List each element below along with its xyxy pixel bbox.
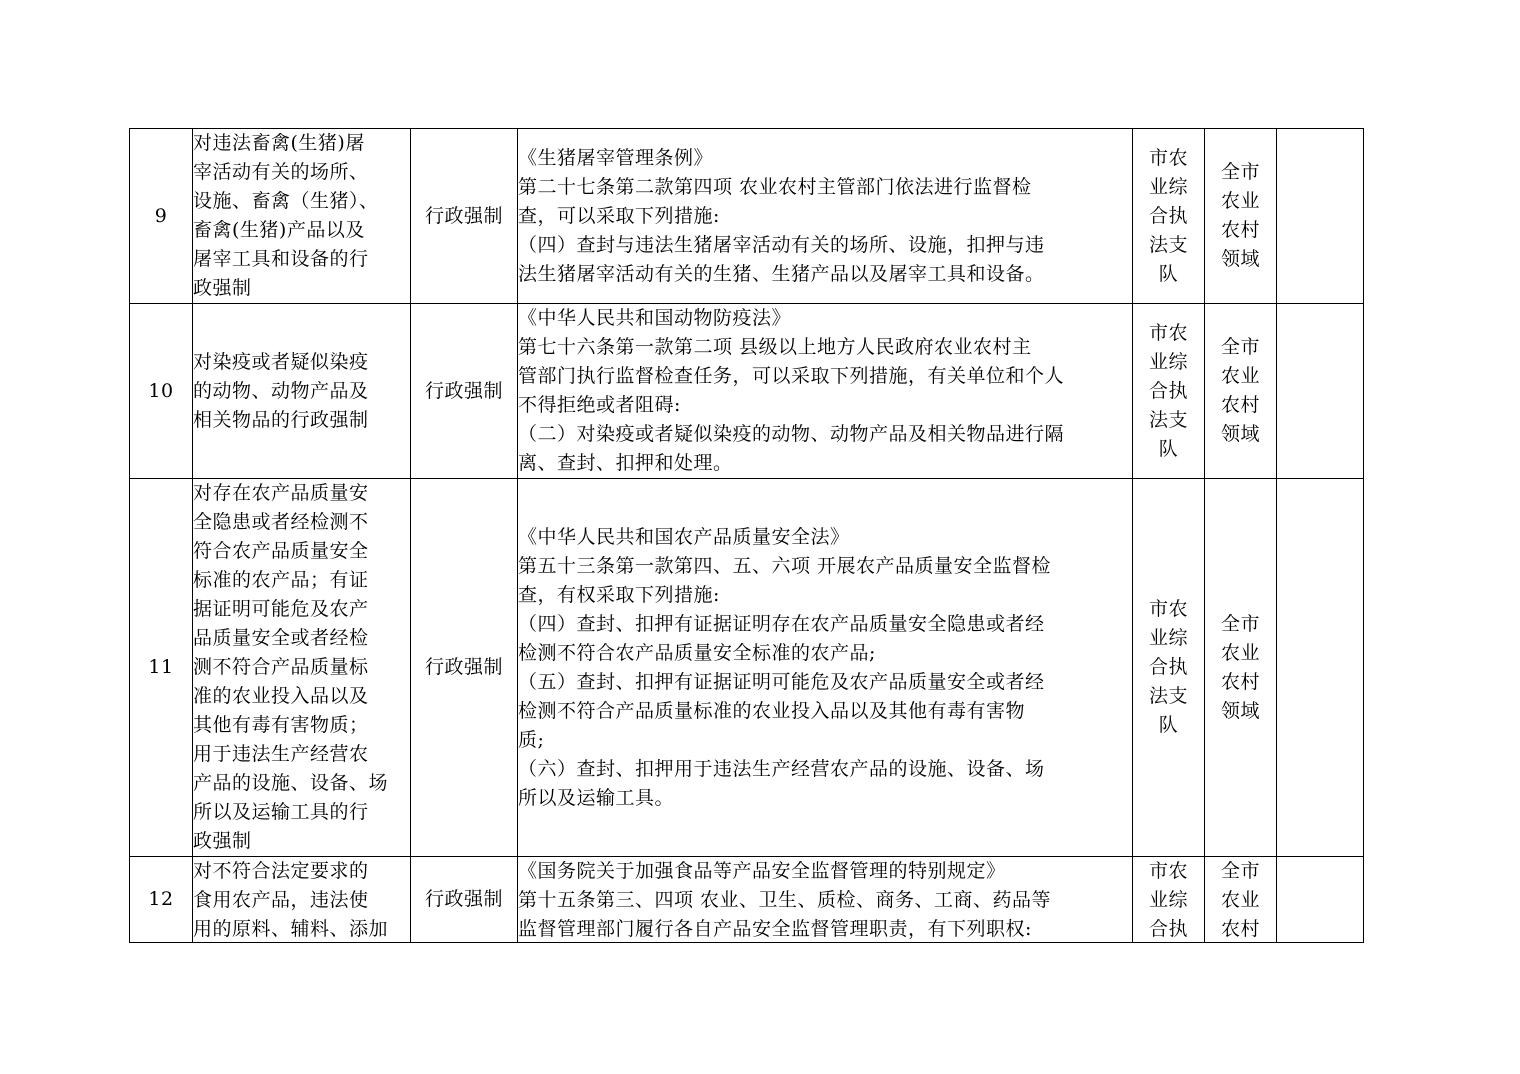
enforcement-type: 行政强制 (411, 304, 518, 479)
enforcement-type: 行政强制 (411, 857, 518, 943)
enforcement-matter (193, 479, 411, 857)
basis-line: 《国务院关于加强食品等产品安全监督管理的特别规定》 (518, 860, 1006, 882)
matter-line: 其他有毒有害物质； (193, 714, 369, 736)
org-line: 市农 (1148, 860, 1188, 882)
basis-line: 第七十六条第一款第二项 县级以上地方人民政府农业农村主 (518, 336, 1032, 358)
basis-line: 查，有权采取下列措施: (518, 583, 720, 606)
org-line: 业综 (1148, 350, 1188, 373)
org-line: 业综 (1148, 889, 1188, 911)
basis-line: 检测不符合产品质量标准的农业投入品以及其他有毒有害物 (518, 699, 1026, 722)
remarks-cell (1277, 129, 1364, 304)
org-line: 合执 (1148, 918, 1188, 940)
scope-line: 领域 (1220, 699, 1260, 722)
matter-line: 政强制 (193, 277, 252, 299)
scope-line: 领域 (1220, 248, 1260, 270)
org-line: 法支 (1148, 233, 1188, 256)
basis-line: 《中华人民共和国动物防疫法》 (518, 307, 792, 329)
scope-line: 农村 (1220, 918, 1260, 940)
remarks-cell (1277, 304, 1364, 479)
legal-basis (518, 479, 1133, 857)
enforcement-matter (193, 857, 411, 943)
enforcement-type: 行政强制 (411, 479, 518, 857)
org-line: 队 (1158, 714, 1179, 736)
remarks-cell (1277, 857, 1364, 943)
row-number: 10 (130, 304, 193, 479)
matter-line: 品质量安全或者经检 (193, 627, 369, 649)
matter-line: 对违法畜禽(生猪)屠 (193, 132, 365, 154)
basis-line: 检测不符合农产品质量安全标准的农产品; (518, 641, 876, 664)
org-line: 合执 (1148, 656, 1188, 678)
org-line: 市农 (1148, 598, 1188, 620)
jurisdiction-scope (1205, 129, 1277, 304)
row-number: 11 (130, 479, 193, 857)
basis-line: 管部门执行监督检查任务，可以采取下列措施，有关单位和个人 (518, 365, 1065, 387)
basis-line: 离、查封、扣押和处理。 (518, 452, 733, 474)
jurisdiction-scope (1205, 857, 1277, 943)
matter-line: 符合农产品质量安全 (193, 540, 369, 562)
matter-line: 食用农产品，违法使 (193, 889, 369, 911)
scope-line: 农村 (1220, 394, 1260, 416)
enforcement-table (129, 128, 1364, 943)
matter-line: 屠宰工具和设备的行 (193, 248, 369, 270)
implementing-agency (1133, 857, 1205, 943)
matter-line: 准的农业投入品以及 (193, 685, 369, 707)
org-line: 业综 (1148, 627, 1188, 649)
scope-line: 农业 (1220, 641, 1260, 664)
matter-line: 全隐患或者经检测不 (193, 511, 369, 533)
scope-line: 领域 (1220, 423, 1260, 445)
scope-line: 全市 (1220, 860, 1260, 882)
scope-line: 全市 (1220, 161, 1260, 183)
jurisdiction-scope (1205, 479, 1277, 857)
basis-line: 第五十三条第一款第四、五、六项 开展农产品质量安全监督检 (518, 554, 1052, 577)
matter-line: 畜禽(生猪)产品以及 (193, 219, 365, 241)
matter-line: 相关物品的行政强制 (193, 408, 369, 431)
implementing-agency (1133, 129, 1205, 304)
org-line: 市农 (1148, 321, 1188, 344)
basis-line: 第二十七条第二款第四项 农业农村主管部门依法进行监督检 (518, 175, 1032, 198)
scope-line: 全市 (1220, 336, 1260, 358)
matter-line: 对不符合法定要求的 (193, 860, 369, 882)
matter-line: 据证明可能危及农产 (193, 598, 369, 620)
scope-line: 农村 (1220, 670, 1260, 693)
org-line: 法支 (1148, 408, 1188, 431)
matter-line: 用于违法生产经营农 (193, 743, 369, 765)
scope-line: 农业 (1220, 889, 1260, 911)
matter-line: 政强制 (193, 830, 252, 852)
basis-line: （四）查封、扣押有证据证明存在农产品质量安全隐患或者经 (518, 612, 1045, 635)
org-line: 合执 (1148, 379, 1188, 402)
row-number: 12 (130, 857, 193, 943)
basis-line: 《生猪屠宰管理条例》 (518, 146, 714, 169)
scope-line: 农业 (1220, 190, 1260, 212)
table-row (130, 129, 1364, 304)
matter-line: 设施、畜禽（生猪）、 (193, 190, 379, 212)
matter-line: 宰活动有关的场所、 (193, 161, 369, 183)
basis-line: （四）查封与违法生猪屠宰活动有关的场所、设施，扣押与违 (518, 233, 1045, 256)
remarks-cell (1277, 479, 1364, 857)
basis-line: （五）查封、扣押有证据证明可能危及农产品质量安全或者经 (518, 670, 1045, 693)
basis-line: 第十五条第三、四项 农业、卫生、质检、商务、工商、药品等 (518, 889, 1052, 911)
basis-line: 法生猪屠宰活动有关的生猪、生猪产品以及屠宰工具和设备。 (518, 262, 1045, 285)
scope-line: 农村 (1220, 219, 1260, 241)
matter-line: 标准的农产品；有证 (193, 569, 369, 591)
scope-line: 全市 (1220, 612, 1260, 635)
legal-basis (518, 129, 1133, 304)
basis-line: 所以及运输工具。 (518, 786, 675, 809)
enforcement-matter (193, 129, 411, 304)
basis-line: 监督管理部门履行各自产品安全监督管理职责，有下列职权: (518, 918, 1032, 940)
table-row (130, 304, 1364, 479)
table-row (130, 479, 1364, 857)
basis-line: 查，可以采取下列措施: (518, 204, 720, 227)
implementing-agency (1133, 479, 1205, 857)
legal-basis (518, 304, 1133, 479)
basis-line: 不得拒绝或者阻碍: (518, 394, 681, 416)
org-line: 队 (1158, 437, 1179, 460)
matter-line: 测不符合产品质量标 (193, 656, 369, 678)
matter-line: 对存在农产品质量安 (193, 482, 369, 504)
org-line: 队 (1158, 262, 1179, 285)
org-line: 法支 (1148, 685, 1188, 707)
legal-basis (518, 857, 1133, 943)
enforcement-matter (193, 304, 411, 479)
basis-line: （六）查封、扣押用于违法生产经营农产品的设施、设备、场 (518, 757, 1045, 780)
basis-line: 质; (518, 728, 545, 751)
row-number: 9 (130, 129, 193, 304)
scope-line: 农业 (1220, 365, 1260, 387)
jurisdiction-scope (1205, 304, 1277, 479)
matter-line: 对染疫或者疑似染疫 (193, 350, 369, 373)
matter-line: 所以及运输工具的行 (193, 801, 369, 823)
basis-line: （二）对染疫或者疑似染疫的动物、动物产品及相关物品进行隔 (518, 423, 1065, 445)
org-line: 业综 (1148, 175, 1188, 198)
org-line: 合执 (1148, 204, 1188, 227)
table-row (130, 857, 1364, 943)
org-line: 市农 (1148, 146, 1188, 169)
implementing-agency (1133, 304, 1205, 479)
matter-line: 用的原料、辅料、添加 (193, 918, 389, 940)
enforcement-type: 行政强制 (411, 129, 518, 304)
basis-line: 《中华人民共和国农产品质量安全法》 (518, 525, 850, 548)
matter-line: 的动物、动物产品及 (193, 379, 369, 402)
matter-line: 产品的设施、设备、场 (193, 772, 389, 794)
